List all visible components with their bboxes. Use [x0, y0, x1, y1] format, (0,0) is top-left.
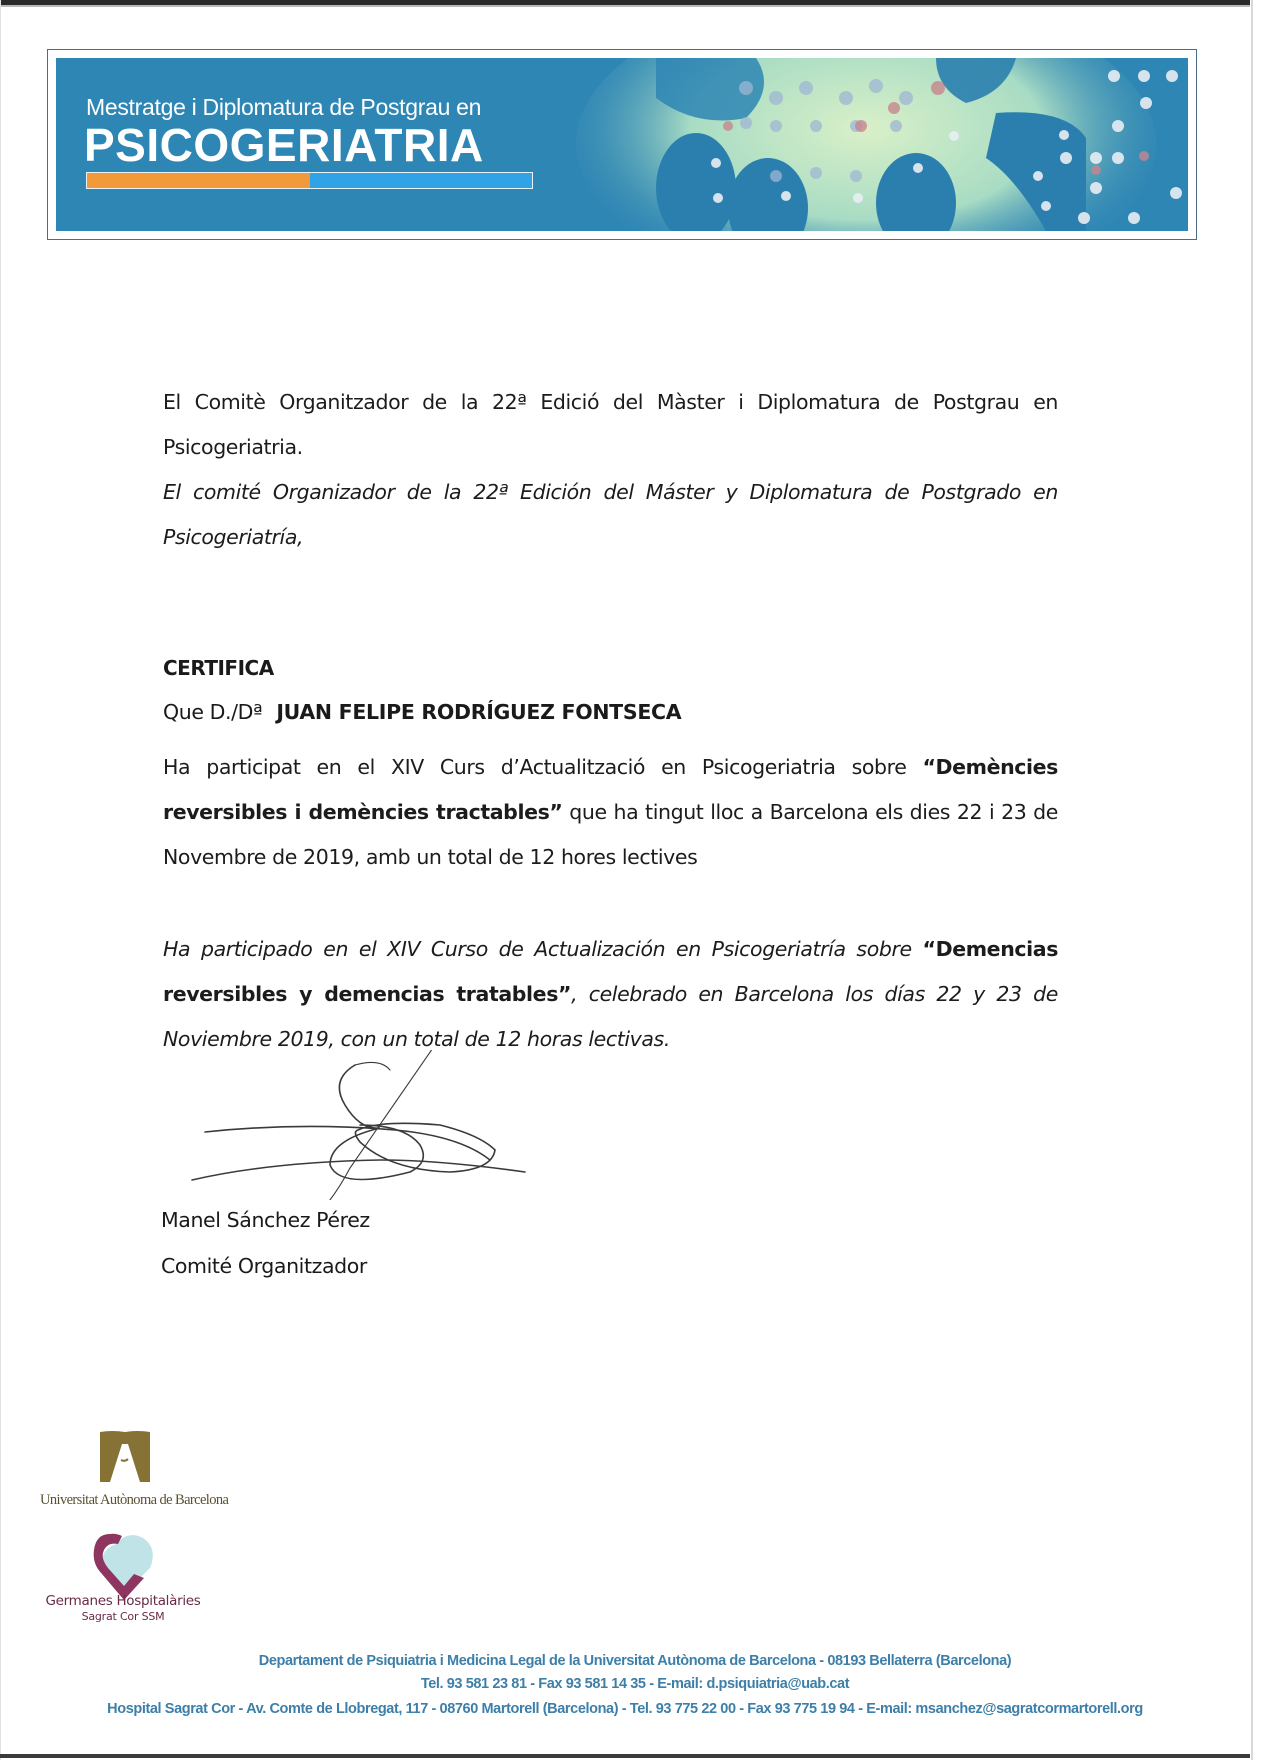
- participation-catalan-line: Novembre de 2019, amb un total de 12 hores lectives: [163, 845, 698, 869]
- footer-hospital-contact: Hospital Sagrat Cor - Av. Comte de Llobregat, 117 - 08760 Martorell (Barcelona) - Tel. 93 775 22 00 - Fax 93 775 19 94 - E-mail: msanchez@sagratcormartorell.org: [107, 1701, 1143, 1717]
- scan-edge-right: [1251, 0, 1253, 1760]
- scan-edge-top-shadow: [0, 5, 1250, 7]
- intro-catalan-line: Psicogeriatria.: [163, 435, 303, 459]
- banner-subtitle: Mestratge i Diplomatura de Postgrau en: [86, 94, 482, 120]
- course-title-fragment: reversibles y demencias tratables”: [163, 982, 572, 1006]
- participation-spanish-line: [163, 927, 1058, 972]
- footer-department-contact: Tel. 93 581 23 81 - Fax 93 581 14 35 - E-mail: d.psiquiatria@uab.cat: [420, 1676, 850, 1692]
- signer-role: Comité Organitzador: [161, 1254, 367, 1278]
- footer-department-address: Departament de Psiquiatria i Medicina Legal de la Universitat Autònoma de Barcelona - 08193 Bellaterra (Barcelona): [258, 1653, 1012, 1669]
- course-title-fragment: reversibles i demències tractables”: [163, 800, 563, 824]
- uab-logo-icon: [100, 1430, 150, 1482]
- recipient-prefix: Que D./Dª: [163, 700, 263, 724]
- banner-color-bar: [86, 172, 533, 189]
- recipient-line: [163, 700, 681, 724]
- banner-bar-orange: [87, 173, 310, 188]
- banner-title: PSICOGERIATRIA: [84, 119, 484, 171]
- germanes-hospitalaries-subtitle: Sagrat Cor SSM: [81, 1610, 165, 1623]
- program-banner: [56, 58, 1188, 231]
- participation-catalan-line: [163, 790, 1058, 835]
- uab-name: Universitat Autònoma de Barcelona: [40, 1492, 229, 1508]
- text-fragment: Ha participado en el XIV Curso de Actualización en Psicogeriatría sobre: [163, 937, 923, 961]
- participation-spanish-line: [163, 972, 1058, 1017]
- signer-name: Manel Sánchez Pérez: [161, 1208, 370, 1232]
- intro-spanish-line: Psicogeriatría,: [163, 525, 304, 549]
- handwritten-signature: [180, 1050, 560, 1200]
- certifica-heading: CERTIFICA: [163, 656, 274, 680]
- participation-spanish-line: Noviembre 2019, con un total de 12 horas lectivas.: [163, 1027, 670, 1051]
- text-fragment: , celebrado en Barcelona los días 22 y 23 de: [571, 982, 1059, 1006]
- text-fragment: que ha tingut lloc a Barcelona els dies 22 i 23 de: [562, 800, 1058, 824]
- scan-edge-left: [0, 0, 1, 1760]
- intro-catalan-line: El Comitè Organitzador de la 22ª Edició del Màster i Diplomatura de Postgrau en: [163, 390, 1058, 414]
- banner-bar-blue: [310, 173, 533, 188]
- scan-edge-bottom: [0, 1754, 1250, 1758]
- course-title-fragment: “Demencias: [922, 937, 1058, 961]
- participation-spanish: [163, 927, 1058, 1062]
- intro-spanish: [163, 470, 1058, 560]
- participation-catalan-line: [163, 745, 1058, 790]
- text-fragment: Ha participat en el XIV Curs d’Actualització en Psicogeriatria sobre: [163, 755, 923, 779]
- germanes-hospitalaries-name: Germanes Hospitalàries: [45, 1593, 201, 1609]
- recipient-name: JUAN FELIPE RODRÍGUEZ FONTSECA: [276, 700, 682, 724]
- course-title-fragment: “Demències: [922, 755, 1058, 779]
- intro-catalan: [163, 380, 1058, 470]
- intro-spanish-line: El comité Organizador de la 22ª Edición del Máster y Diplomatura de Postgrado en: [163, 480, 1058, 504]
- participation-catalan: [163, 745, 1058, 880]
